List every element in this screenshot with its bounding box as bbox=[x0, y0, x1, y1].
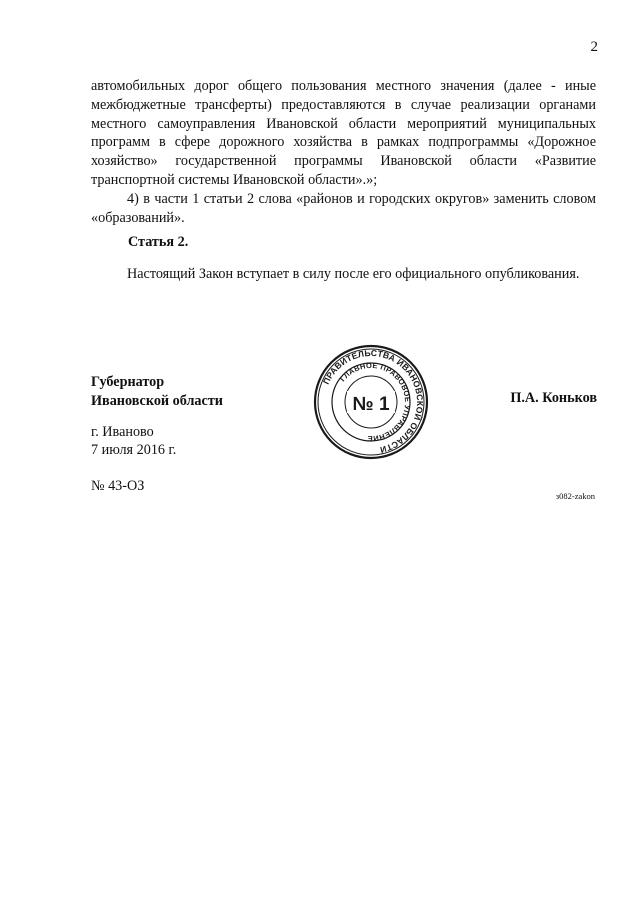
page-number: 2 bbox=[590, 39, 598, 55]
governor-name: П.А. Коньков bbox=[510, 390, 597, 406]
paragraph-amendment-4: 4) в части 1 статьи 2 слова «районов и городских округов» заменить словом «образований». bbox=[91, 190, 596, 226]
governor-title-line-1: Губернатор bbox=[91, 374, 165, 390]
law-number: № 43-ОЗ bbox=[91, 478, 145, 494]
governor-title-line-2: Ивановской области bbox=[91, 392, 223, 409]
paragraph-continuation: автомобильных дорог общего пользования местного значения (далее - иные межбюджетные трансферты) предоставляются в случае реализации органами местного самоуправления Ивановской области мероприятий муниципальных программ в сфере дорожного хозяйства в рамках подпрограммы «Дорожное хозяйство» государственной программы Ивановской области «Развитие транспортной системы Ивановской области».»; bbox=[91, 78, 596, 188]
governor-title bbox=[91, 373, 223, 410]
place-of-signing: г. Иваново bbox=[91, 424, 154, 440]
seal-inner-text: ГЛАВНОЕ ПРАВОВОЕ УПРАВЛЕНИЕ bbox=[338, 360, 413, 444]
seal-center-text: № 1 bbox=[352, 394, 390, 415]
file-code: з082-zakon bbox=[555, 491, 595, 501]
article-2-text bbox=[91, 265, 596, 284]
signing-date: 7 июля 2016 г. bbox=[91, 442, 177, 458]
law-body-text bbox=[91, 77, 596, 227]
official-seal bbox=[313, 344, 429, 460]
article-2-title: Статья 2. bbox=[128, 234, 189, 250]
article-2-paragraph: Настоящий Закон вступает в силу после его официального опубликования. bbox=[127, 266, 580, 282]
seal-outer-text: ПРАВИТЕЛЬСТВА ИВАНОВСКОЙ ОБЛАСТИ bbox=[320, 347, 426, 456]
